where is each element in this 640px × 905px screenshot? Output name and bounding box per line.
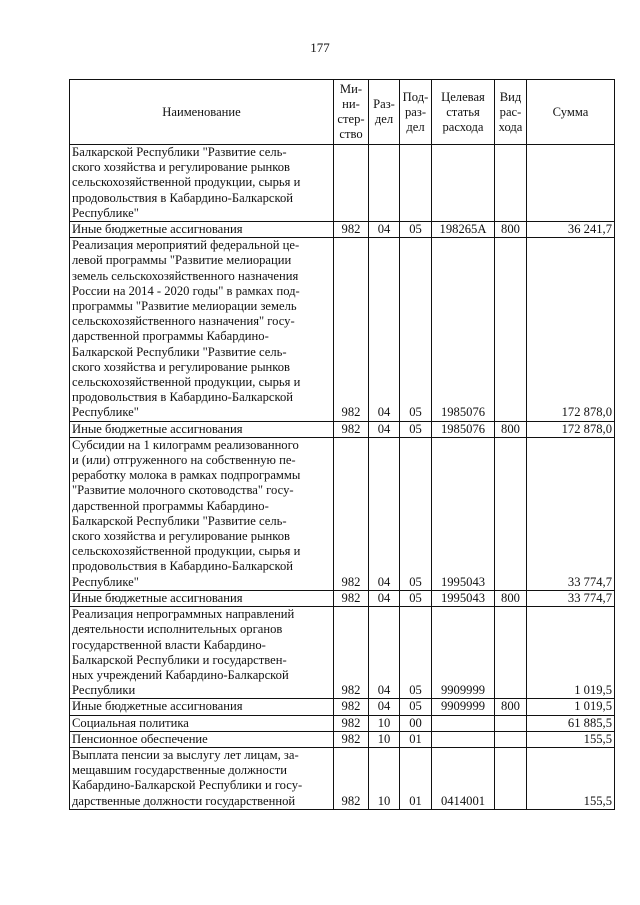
cell-target — [432, 715, 495, 731]
cell-subsection: 05 — [400, 590, 432, 606]
cell-section: 04 — [369, 699, 400, 715]
cell-ministry: 982 — [334, 222, 369, 238]
cell-name: Реализация непрограммных направлений деятельности исполнительных органов государственной власти Кабардино- Балкарской Республики и государствен- ных учреждений Кабардино-Балкарской Республики — [70, 607, 334, 699]
cell-subsection: 05 — [400, 238, 432, 421]
cell-type: 800 — [495, 590, 527, 606]
header-name — [70, 80, 334, 145]
cell-subsection: 05 — [400, 437, 432, 590]
cell-section: 04 — [369, 238, 400, 421]
cell-name: Выплата пенсии за выслугу лет лицам, за- мещавшим государственные должности Кабардино-Балкарской Республики и госу- дарственные должности государственной — [70, 747, 334, 809]
cell-ministry: 982 — [334, 437, 369, 590]
cell-section: 04 — [369, 437, 400, 590]
table-row — [70, 437, 615, 590]
table-header-row — [70, 80, 615, 145]
cell-sum: 172 878,0 — [527, 238, 615, 421]
cell-name: Субсидии на 1 килограмм реализованного и (или) отгруженного на собственную пе- реработку молока в рамках подпрограммы "Развитие молочного скотоводства" госу- дарственной программы Кабардино- Балкарской Республики "Развитие сель- ского хозяйства и регулирование рынков сельскохозяйственной продукции, сырья и продовольствия в Кабардино-Балкарской Республике" — [70, 437, 334, 590]
cell-type — [495, 715, 527, 731]
table-row — [70, 590, 615, 606]
cell-target — [432, 145, 495, 222]
cell-section: 04 — [369, 222, 400, 238]
table-row — [70, 715, 615, 731]
cell-target: 0414001 — [432, 747, 495, 809]
cell-target: 198265А — [432, 222, 495, 238]
cell-ministry — [334, 145, 369, 222]
cell-type — [495, 238, 527, 421]
cell-name: Иные бюджетные ассигнования — [70, 222, 334, 238]
cell-sum: 36 241,7 — [527, 222, 615, 238]
table-row — [70, 607, 615, 699]
cell-target: 1995043 — [432, 437, 495, 590]
header-ministry-label: Ми- ни- стер- ство — [337, 82, 365, 141]
cell-type — [495, 145, 527, 222]
header-sum-label: Сумма — [552, 104, 589, 119]
cell-sum — [527, 145, 615, 222]
header-type-label: Вид рас- хода — [498, 89, 523, 134]
cell-section: 04 — [369, 590, 400, 606]
cell-sum: 172 878,0 — [527, 421, 615, 437]
cell-type: 800 — [495, 222, 527, 238]
table-row — [70, 731, 615, 747]
cell-subsection — [400, 145, 432, 222]
header-target — [432, 80, 495, 145]
cell-subsection: 05 — [400, 222, 432, 238]
cell-subsection: 05 — [400, 699, 432, 715]
table-row — [70, 238, 615, 421]
header-subsection-label: Под- раз- дел — [402, 89, 429, 134]
cell-ministry: 982 — [334, 747, 369, 809]
cell-ministry: 982 — [334, 421, 369, 437]
cell-subsection: 05 — [400, 607, 432, 699]
cell-section: 04 — [369, 607, 400, 699]
cell-section: 10 — [369, 731, 400, 747]
cell-ministry: 982 — [334, 590, 369, 606]
cell-section: 10 — [369, 747, 400, 809]
cell-name: Реализация мероприятий федеральной це- левой программы "Развитие мелиорации земель сельскохозяйственного назначения России на 2014 - 2020 годы" в рамках под- программы "Развитие мелиорации земель сельскохозяйственного назначения" госу- дарственной программы Кабардино- Балкарской Республики "Развитие сель- ского хозяйства и регулирование рынков сельскохозяйственной продукции, сырья и продовольствия в Кабардино-Балкарской Республике" — [70, 238, 334, 421]
header-target-label: Целевая статья расхода — [441, 89, 485, 134]
header-section-label: Раз- дел — [373, 97, 395, 126]
table-row — [70, 699, 615, 715]
cell-ministry: 982 — [334, 715, 369, 731]
cell-type — [495, 747, 527, 809]
cell-sum: 155,5 — [527, 731, 615, 747]
table-row — [70, 747, 615, 809]
cell-sum: 1 019,5 — [527, 607, 615, 699]
cell-subsection: 05 — [400, 421, 432, 437]
cell-ministry: 982 — [334, 238, 369, 421]
cell-target: 9909999 — [432, 607, 495, 699]
cell-ministry: 982 — [334, 607, 369, 699]
cell-section: 04 — [369, 421, 400, 437]
cell-sum: 33 774,7 — [527, 590, 615, 606]
cell-sum: 155,5 — [527, 747, 615, 809]
cell-type — [495, 607, 527, 699]
cell-section — [369, 145, 400, 222]
header-name-label: Наименование — [162, 104, 241, 119]
cell-name: Иные бюджетные ассигнования — [70, 699, 334, 715]
cell-name: Социальная политика — [70, 715, 334, 731]
header-subsection — [400, 80, 432, 145]
cell-sum: 1 019,5 — [527, 699, 615, 715]
table-row — [70, 222, 615, 238]
cell-target: 1985076 — [432, 238, 495, 421]
cell-ministry: 982 — [334, 699, 369, 715]
cell-type — [495, 731, 527, 747]
cell-subsection: 01 — [400, 747, 432, 809]
cell-subsection: 00 — [400, 715, 432, 731]
cell-name: Иные бюджетные ассигнования — [70, 590, 334, 606]
header-sum — [527, 80, 615, 145]
header-section — [369, 80, 400, 145]
cell-ministry: 982 — [334, 731, 369, 747]
cell-target: 9909999 — [432, 699, 495, 715]
cell-subsection: 01 — [400, 731, 432, 747]
cell-name: Иные бюджетные ассигнования — [70, 421, 334, 437]
cell-sum: 61 885,5 — [527, 715, 615, 731]
table-row — [70, 145, 615, 222]
header-type — [495, 80, 527, 145]
cell-target: 1995043 — [432, 590, 495, 606]
cell-name: Балкарской Республики "Развитие сель- ского хозяйства и регулирование рынков сельскохозяйственной продукции, сырья и продовольствия в Кабардино-Балкарской Республике" — [70, 145, 334, 222]
budget-table — [69, 79, 615, 810]
page-number: 177 — [310, 40, 330, 55]
cell-type — [495, 437, 527, 590]
cell-target: 1985076 — [432, 421, 495, 437]
header-ministry — [334, 80, 369, 145]
table-row — [70, 421, 615, 437]
cell-target — [432, 731, 495, 747]
cell-name: Пенсионное обеспечение — [70, 731, 334, 747]
cell-sum: 33 774,7 — [527, 437, 615, 590]
cell-type: 800 — [495, 421, 527, 437]
cell-type: 800 — [495, 699, 527, 715]
cell-section: 10 — [369, 715, 400, 731]
